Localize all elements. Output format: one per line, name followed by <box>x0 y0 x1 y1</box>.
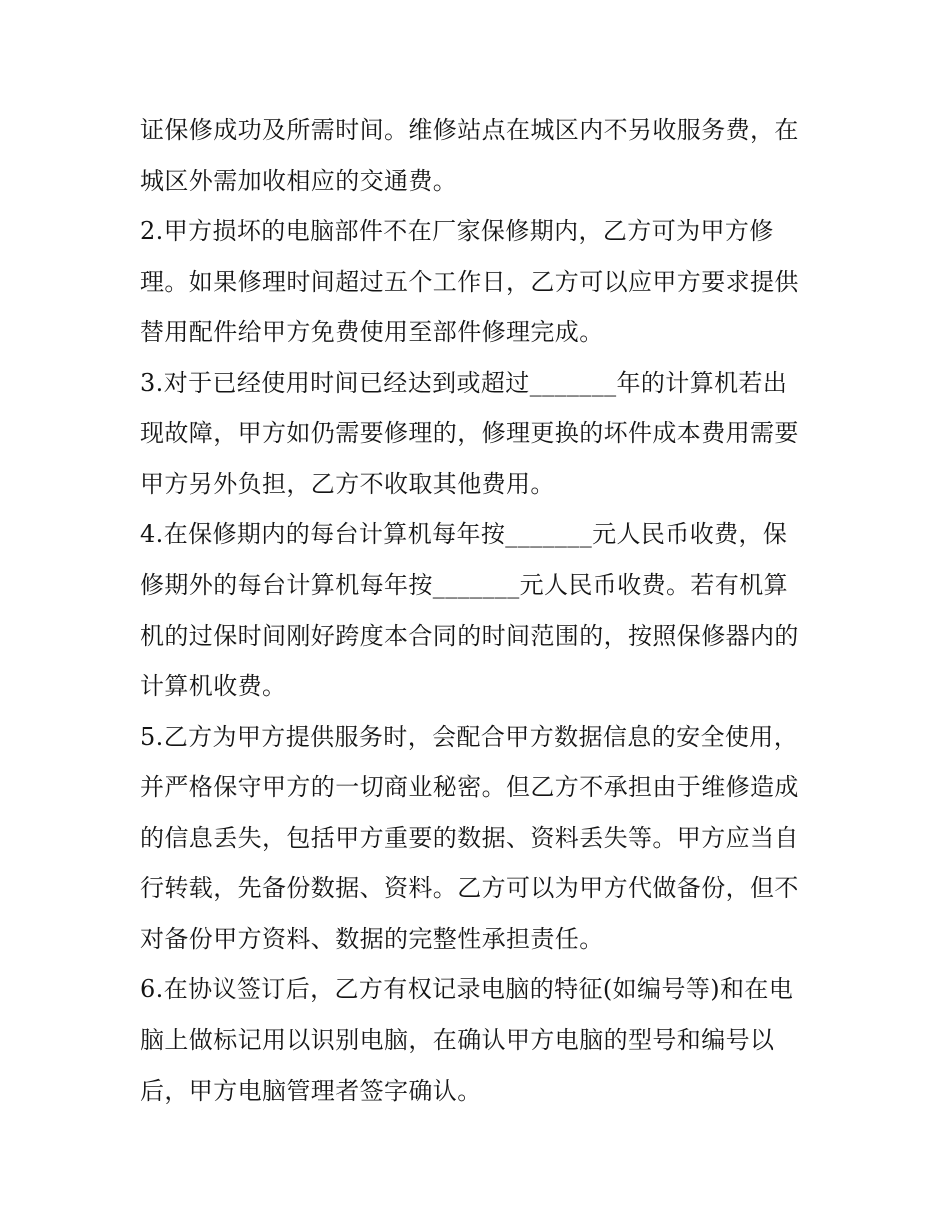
text-line: 后，甲方电脑管理者签字确认。 <box>140 1077 482 1105</box>
text-line: 4.在保修期内的每台计算机每年按_______元人民币收费，保 <box>140 520 788 548</box>
text-line: 并严格保守甲方的一切商业秘密。但乙方不承担由于维修造成 <box>140 773 799 801</box>
text-line: 证保修成功及所需时间。维修站点在城区内不另收服务费，在 <box>140 116 799 144</box>
text-line: 城区外需加收相应的交通费。 <box>140 167 458 195</box>
text-line: 计算机收费。 <box>140 672 287 700</box>
text-line: 6.在协议签订后，乙方有权记录电脑的特征(如编号等)和在电 <box>140 975 794 1003</box>
text-line: 脑上做标记用以识别电脑，在确认甲方电脑的型号和编号以 <box>140 1026 775 1054</box>
text-line: 理。如果修理时间超过五个工作日，乙方可以应甲方要求提供 <box>140 268 799 296</box>
text-line: 修期外的每台计算机每年按_______元人民币收费。若有机算 <box>140 571 788 599</box>
text-line: 行转载，先备份数据、资料。乙方可以为甲方代做备份，但不 <box>140 874 799 902</box>
text-line: 5.乙方为甲方提供服务时，会配合甲方数据信息的安全使用， <box>140 723 799 751</box>
text-line: 的信息丢失，包括甲方重要的数据、资料丢失等。甲方应当自 <box>140 824 799 852</box>
text-line: 甲方另外负担，乙方不收取其他费用。 <box>140 470 555 498</box>
text-line: 替用配件给甲方免费使用至部件修理完成。 <box>140 318 604 346</box>
text-line: 机的过保时间刚好跨度本合同的时间范围的，按照保修器内的 <box>140 622 799 650</box>
text-line: 2.甲方损坏的电脑部件不在厂家保修期内，乙方可为甲方修 <box>140 217 774 245</box>
text-line: 对备份甲方资料、数据的完整性承担责任。 <box>140 925 604 953</box>
text-line: 3.对于已经使用时间已经达到或超过_______年的计算机若出 <box>140 369 788 397</box>
text-line: 现故障，甲方如仍需要修理的，修理更换的坏件成本费用需要 <box>140 419 799 447</box>
